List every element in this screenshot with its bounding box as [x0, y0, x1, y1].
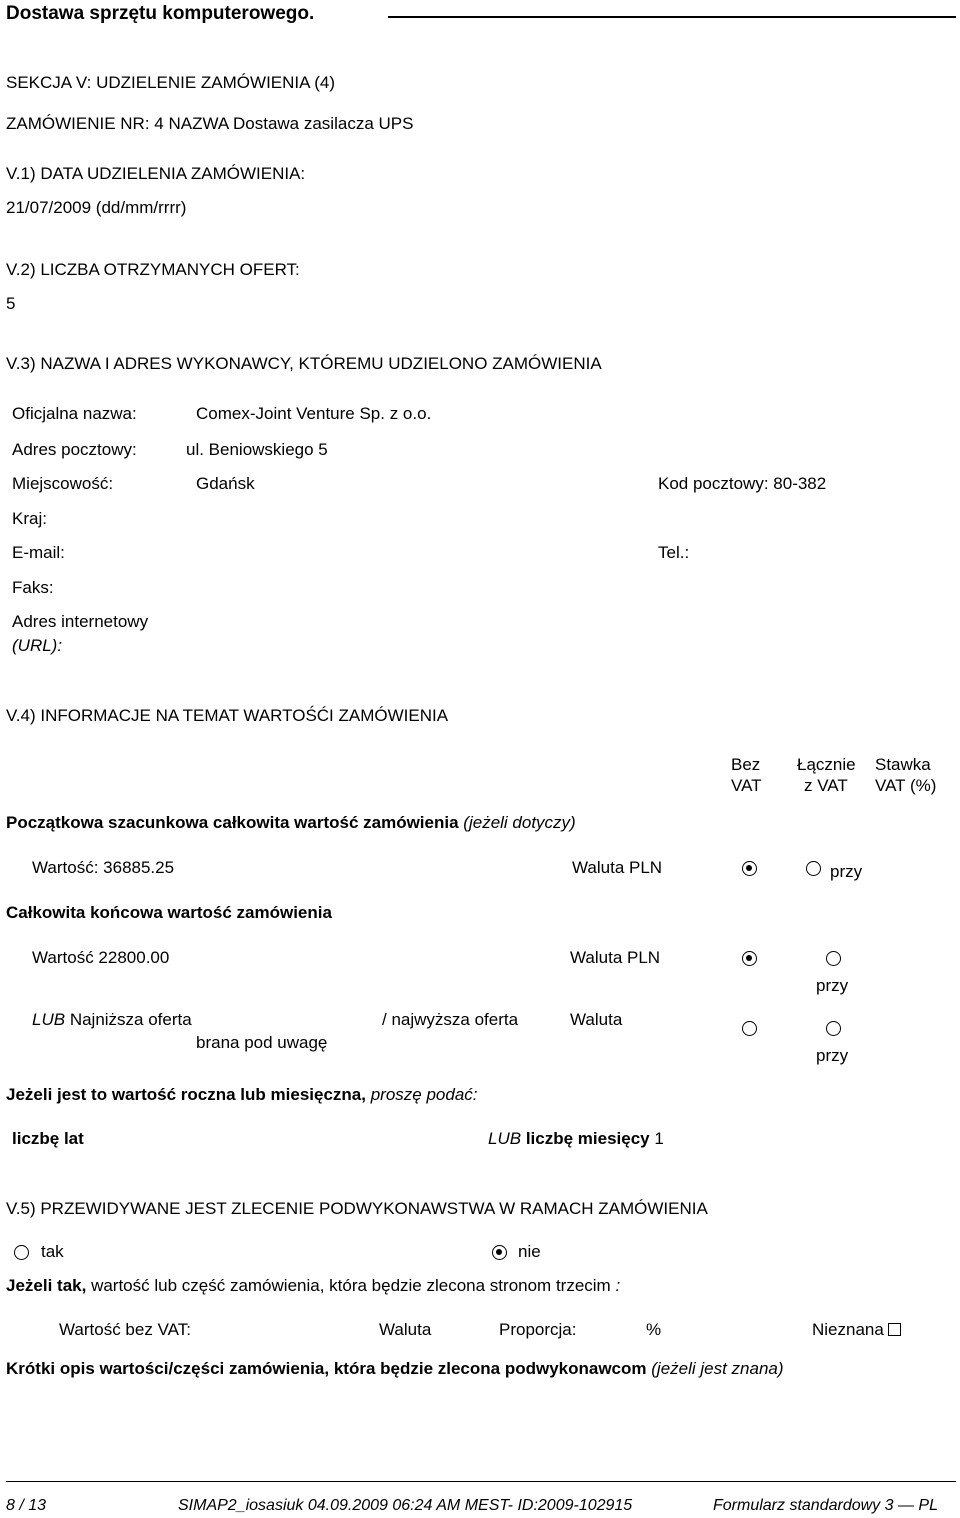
footer-rule [6, 1481, 956, 1482]
value-info-heading: V.4) INFORMACJE NA TEMAT WARTOŚĆI ZAMÓWIENIA [6, 706, 449, 725]
if-yes-colon: : [615, 1276, 621, 1295]
final-value: Wartość 22800.00 [32, 948, 170, 967]
years-label: liczbę lat [12, 1129, 84, 1148]
initial-value-label: Początkowa szacunkowa całkowita wartość zamówienia [6, 813, 459, 832]
final-currency: Waluta PLN [570, 948, 661, 967]
lub-currency: Waluta [570, 1010, 623, 1029]
city-value: Gdańsk [196, 474, 255, 493]
lub-z-vat-radio[interactable] [826, 1021, 841, 1036]
initial-przy: przy [830, 862, 863, 881]
final-przy: przy [816, 976, 849, 995]
initial-bez-vat-radio[interactable] [742, 861, 757, 876]
subcontract-heading: V.5) PRZEWIDYWANE JEST ZLECENIE PODWYKONAWSTWA W RAMACH ZAMÓWIENIA [6, 1199, 708, 1218]
subcontract-nie-label: nie [518, 1242, 541, 1261]
final-value-label: Całkowita końcowa wartość zamówienia [6, 903, 332, 922]
form-name: Formularz standardowy 3 — PL [713, 1497, 938, 1514]
postal-address-label: Adres pocztowy: [12, 440, 137, 459]
award-date-heading: V.1) DATA UDZIELENIA ZAMÓWIENIA: [6, 164, 306, 183]
document-title: Dostawa sprzętu komputerowego. [6, 3, 315, 24]
phone-label: Tel.: [658, 543, 690, 562]
page-number: 8 / 13 [6, 1497, 47, 1514]
col-bez-vat: Bez [731, 755, 761, 774]
proportion-label: Proporcja: [499, 1320, 577, 1339]
section-title: SEKCJA V: UDZIELENIE ZAMÓWIENIA (4) [6, 73, 336, 92]
email-label: E-mail: [12, 543, 65, 562]
final-bez-vat-radio[interactable] [742, 951, 757, 966]
lowest-offer-label: Najniższa oferta [69, 1010, 192, 1029]
short-desc-note: (jeżeli jest znana) [651, 1359, 784, 1378]
annual-note: Jeżeli jest to wartość roczna lub miesięczna, [6, 1085, 366, 1104]
contractor-heading: V.3) NAZWA I ADRES WYKONAWCY, KTÓREMU UDZIELONO ZAMÓWIENIA [6, 354, 602, 373]
subcontract-currency: Waluta [379, 1320, 432, 1339]
col-vat-rate: Stawka [875, 755, 931, 774]
url-label-suffix: (URL): [12, 636, 63, 655]
final-z-vat-radio[interactable] [826, 951, 841, 966]
lub-przy: przy [816, 1046, 849, 1065]
percent-sign: % [646, 1320, 662, 1339]
value-ex-vat-label: Wartość bez VAT: [59, 1320, 191, 1339]
col-z-vat: Łącznie [797, 755, 856, 774]
initial-value: Wartość: 36885.25 [32, 858, 175, 877]
document-id: SIMAP2_iosasiuk 04.09.2009 06:24 AM MEST- ID:2009-102915 [178, 1497, 633, 1514]
months-value: 1 [654, 1129, 664, 1148]
months-label: liczbę miesięcy [525, 1129, 650, 1148]
lub-bez-vat-radio[interactable] [742, 1021, 757, 1036]
official-name-value: Comex-Joint Venture Sp. z o.o. [196, 404, 432, 423]
subcontract-tak-label: tak [41, 1242, 64, 1261]
col-vat-rate-2: VAT (%) [875, 776, 937, 795]
unknown-label: Nieznana [812, 1320, 884, 1339]
if-yes-label: Jeżeli tak, [6, 1276, 87, 1295]
offers-count-heading: V.2) LICZBA OTRZYMANYCH OFERT: [6, 260, 300, 279]
header-rule [388, 16, 956, 18]
initial-value-note: (jeżeli dotyczy) [463, 813, 576, 832]
if-yes-text: wartość lub część zamówienia, która będzie zlecona stronom trzecim [91, 1276, 611, 1295]
col-bez-vat-2: VAT [731, 776, 762, 795]
months-lub: LUB [488, 1129, 522, 1148]
postal-address-value: ul. Beniowskiego 5 [186, 440, 328, 459]
subcontract-nie-radio[interactable] [492, 1245, 507, 1260]
short-desc-label: Krótki opis wartości/części zamówienia, która będzie zlecona podwykonawcom [6, 1359, 647, 1378]
city-label: Miejscowość: [12, 474, 114, 493]
considered-label: brana pod uwagę [196, 1033, 328, 1052]
lub-label: LUB [32, 1010, 66, 1029]
col-z-vat-2: z VAT [804, 776, 848, 795]
offers-count-value: 5 [6, 294, 16, 313]
annual-note-italic: proszę podać: [370, 1085, 478, 1104]
url-label: Adres internetowy [12, 612, 149, 631]
initial-z-vat-radio[interactable] [806, 861, 821, 876]
order-line: ZAMÓWIENIE NR: 4 NAZWA Dostawa zasilacza UPS [6, 114, 414, 133]
unknown-checkbox[interactable] [888, 1323, 901, 1336]
award-date-value: 21/07/2009 (dd/mm/rrrr) [6, 198, 187, 217]
highest-offer-label: / najwyższa oferta [382, 1010, 519, 1029]
initial-currency: Waluta PLN [572, 858, 663, 877]
fax-label: Faks: [12, 578, 54, 597]
official-name-label: Oficjalna nazwa: [12, 404, 137, 423]
country-label: Kraj: [12, 509, 47, 528]
subcontract-tak-radio[interactable] [14, 1245, 29, 1260]
postcode: Kod pocztowy: 80-382 [658, 474, 827, 493]
